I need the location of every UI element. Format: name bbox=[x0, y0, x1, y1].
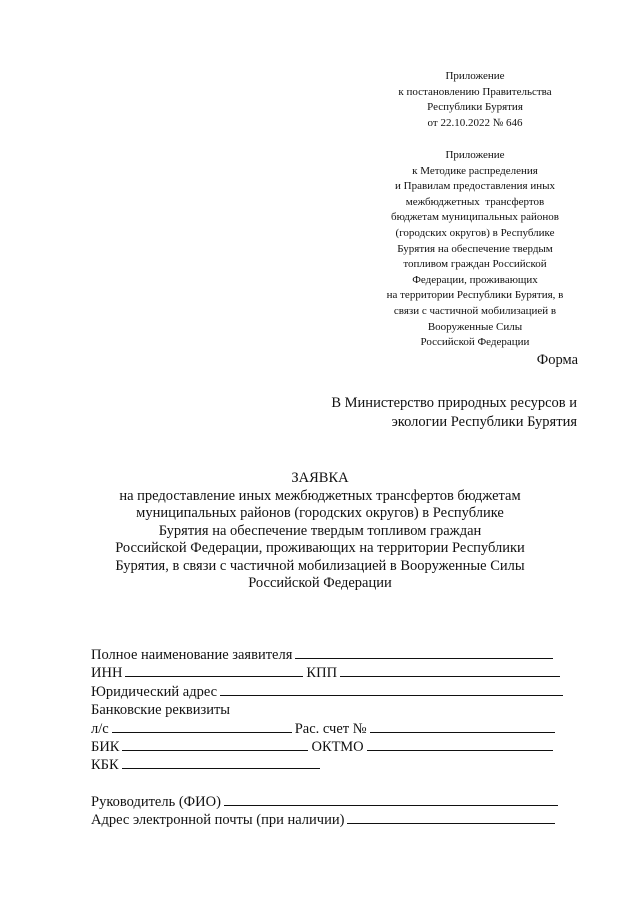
appendix-line: Республики Бурятия bbox=[427, 101, 523, 114]
heading-line: Российской Федерации, проживающих на территории Республики bbox=[115, 540, 525, 556]
email-row bbox=[91, 811, 566, 829]
ls-account-row bbox=[91, 720, 566, 738]
document-title: ЗАЯВКА bbox=[291, 470, 349, 486]
appendix-line: Вооруженные Силы bbox=[427, 320, 523, 333]
legal-address-label: Юридический адрес bbox=[91, 683, 218, 700]
appendix-line: связи с частичной мобилизацией в bbox=[393, 304, 557, 317]
appendix-line: на территории Республики Бурятия, в bbox=[386, 289, 564, 302]
head-label: Руководитель (ФИО) bbox=[91, 793, 221, 810]
oktmo-field[interactable] bbox=[367, 738, 553, 751]
application-heading bbox=[90, 470, 550, 593]
legal-address-field[interactable] bbox=[220, 683, 563, 696]
bik-oktmo-row bbox=[91, 738, 566, 756]
appendix-line: (городских округов) в Республике bbox=[395, 226, 555, 239]
appendix-line: и Правилам предоставления иных bbox=[395, 180, 555, 193]
ls-field[interactable] bbox=[112, 720, 292, 733]
applicant-name-row bbox=[91, 646, 566, 664]
form-label: Форма bbox=[536, 352, 578, 368]
appendix-line: от 22.10.2022 № 646 bbox=[427, 116, 523, 129]
appendix-line: Приложение bbox=[445, 70, 505, 82]
legal-address-row bbox=[91, 683, 566, 701]
appendix-line: Приложение bbox=[445, 149, 505, 161]
heading-line: Бурятия на обеспечение твердым топливом граждан bbox=[158, 522, 482, 539]
recipient-line: В Министерство природных ресурсов и bbox=[331, 395, 577, 411]
heading-line: на предоставление иных межбюджетных трансфертов бюджетам bbox=[119, 487, 521, 504]
appendix-line: бюджетам муниципальных районов bbox=[391, 211, 559, 224]
inn-label: ИНН bbox=[91, 665, 123, 682]
appendix-line: Федерации, проживающих bbox=[412, 273, 538, 286]
bank-details-row bbox=[91, 701, 566, 719]
head-field[interactable] bbox=[224, 793, 558, 806]
spacer bbox=[91, 775, 566, 793]
account-field[interactable] bbox=[370, 720, 555, 733]
email-field[interactable] bbox=[347, 811, 555, 824]
account-label: Рас. счет № bbox=[294, 720, 367, 737]
kpp-field[interactable] bbox=[340, 664, 560, 677]
bank-details-label: Банковские реквизиты bbox=[91, 702, 231, 719]
recipient-line: экологии Республики Бурятия bbox=[391, 413, 577, 430]
appendix-line: межбюджетных трансфертов bbox=[405, 195, 545, 208]
ls-label: л/с bbox=[91, 720, 109, 737]
heading-line: Российской Федерации bbox=[248, 575, 392, 591]
head-row bbox=[91, 793, 566, 811]
inn-field[interactable] bbox=[125, 664, 303, 677]
appendix-line: к Методике распределения bbox=[412, 164, 538, 177]
email-label: Адрес электронной почты (при наличии) bbox=[91, 812, 345, 829]
kbk-label: КБК bbox=[91, 757, 119, 774]
appendix-resolution-block bbox=[360, 69, 590, 131]
heading-line: Бурятия, в связи с частичной мобилизацией в Вооруженные Силы bbox=[115, 557, 525, 574]
appendix-line: к постановлению Правительства bbox=[398, 85, 552, 98]
applicant-name-field[interactable] bbox=[295, 646, 553, 659]
oktmo-label: ОКТМО bbox=[311, 738, 364, 755]
recipient-block bbox=[331, 394, 577, 431]
applicant-name-label: Полное наименование заявителя bbox=[91, 647, 293, 663]
heading-line: муниципальных районов (городских округов) в Республике bbox=[136, 505, 504, 521]
inn-kpp-row bbox=[91, 664, 566, 682]
kbk-row bbox=[91, 756, 566, 774]
applicant-form bbox=[91, 646, 566, 830]
bik-label: БИК bbox=[91, 738, 120, 755]
kbk-field[interactable] bbox=[122, 756, 320, 769]
bik-field[interactable] bbox=[122, 738, 308, 751]
appendix-line: топливом граждан Российской bbox=[403, 258, 547, 271]
appendix-line: Бурятия на обеспечение твердым bbox=[397, 242, 553, 255]
appendix-line: Российской Федерации bbox=[420, 336, 530, 349]
kpp-label: КПП bbox=[306, 665, 338, 682]
appendix-methodology-block bbox=[360, 148, 590, 351]
